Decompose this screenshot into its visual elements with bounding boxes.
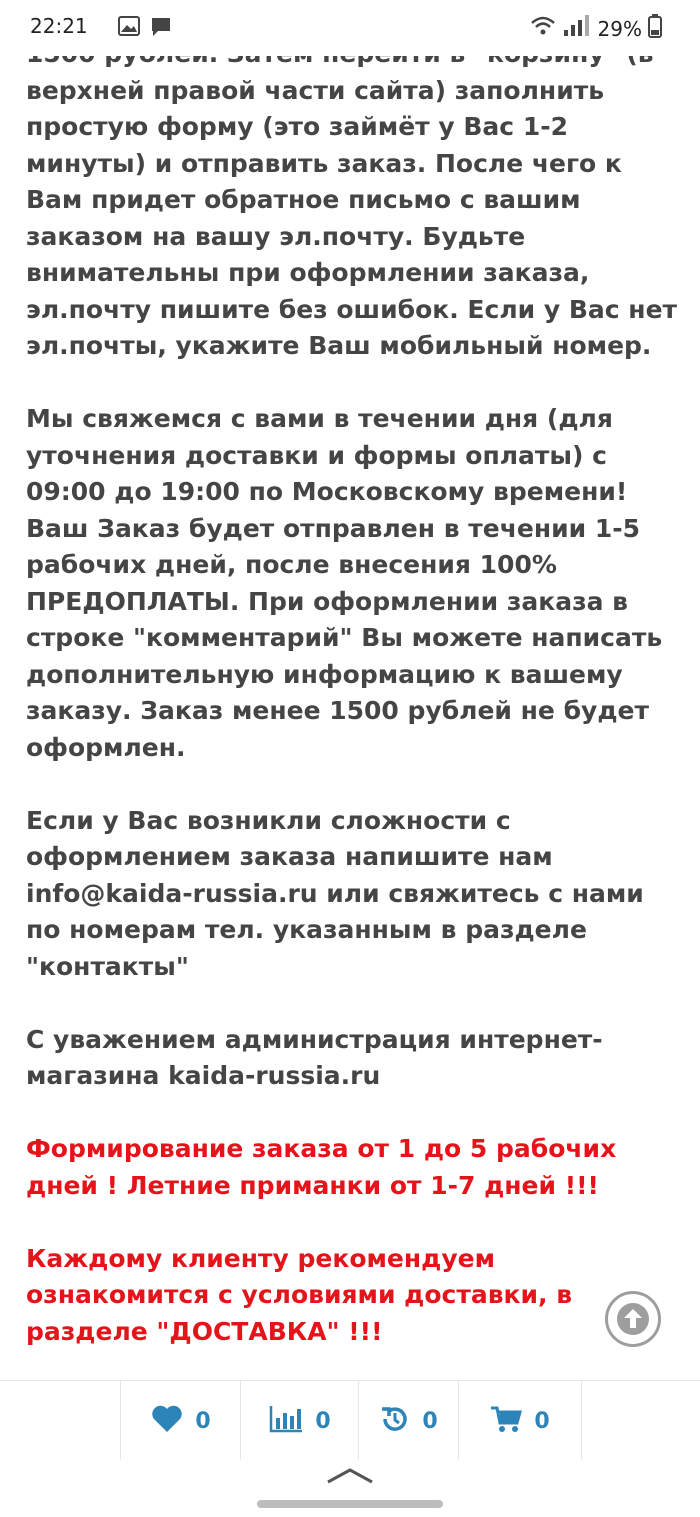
notice-delivery-conditions: Каждому клиенту рекомендуем ознакомится с условиями доставки, в разделе "ДОСТАВКА" !!! (26, 1243, 573, 1346)
paragraph-signature: С уважением администрация интернет-магазина kaida-russia.ru (26, 1024, 603, 1090)
compare-button[interactable] (240, 1381, 359, 1461)
arrow-up-icon (608, 1294, 658, 1344)
navigation-area (0, 1460, 700, 1517)
battery-icon (648, 14, 662, 43)
page-content (26, 36, 686, 1387)
battery-percent: 29% (597, 16, 642, 41)
home-gesture-bar[interactable] (257, 1500, 443, 1508)
heart-icon (151, 1405, 183, 1437)
wishlist-button[interactable] (120, 1381, 241, 1461)
viewed-count: 0 (422, 1408, 438, 1434)
compare-count: 0 (315, 1408, 331, 1434)
compare-chart-icon (269, 1405, 303, 1437)
bottom-toolbar (0, 1380, 700, 1461)
status-bar (0, 0, 700, 56)
paragraph-order-instructions: верхней правой части сайта) заполнить простую форму (это займёт у Вас 1-2 минуты) и отправить заказ. После чего к Вам придет обратное письмо с вашим заказом на вашу эл.почту. Будьте внимательны при оформлении заказа, эл.почту пишите без ошибок. Если у Вас нет эл.почты, укажите Ваш мобильный номер. (26, 75, 678, 360)
status-time: 22:21 (30, 14, 88, 38)
viewed-button[interactable] (358, 1381, 459, 1461)
status-right-group (530, 14, 662, 43)
wifi-icon (530, 15, 556, 42)
signal-icon (562, 15, 592, 42)
paragraph-help: Если у Вас возникли сложности с оформлением заказа напишите нам info@kaida-russia.ru или свяжитесь с нами по номерам тел. указанным в разделе "контакты" (26, 805, 644, 981)
scroll-to-top-button[interactable] (605, 1291, 661, 1347)
cart-icon (490, 1405, 522, 1437)
history-icon (380, 1404, 410, 1438)
cart-count: 0 (534, 1408, 550, 1434)
gallery-icon (118, 16, 140, 40)
cart-button[interactable] (458, 1381, 582, 1461)
message-icon (150, 16, 172, 42)
paragraph-contact-hours: Мы свяжемся с вами в течении дня (для уточнения доставки и формы оплаты) с 09:00 до 19:00 по Московскому времени! Ваш Заказ будет отправлен в течении 1-5 рабочих дней, после внесения 100% ПРЕДОПЛАТЫ. При оформлении заказа в строке "комментарий" Вы можете написать дополнительную информацию к вашему заказу. Заказ менее 1500 рублей не будет оформлен. (26, 404, 663, 762)
notice-order-timing: Формирование заказа от 1 до 5 рабочих дней ! Летние приманки от 1-7 дней !!! (26, 1134, 617, 1200)
wishlist-count: 0 (195, 1408, 211, 1434)
chevron-up-icon[interactable] (326, 1466, 374, 1488)
